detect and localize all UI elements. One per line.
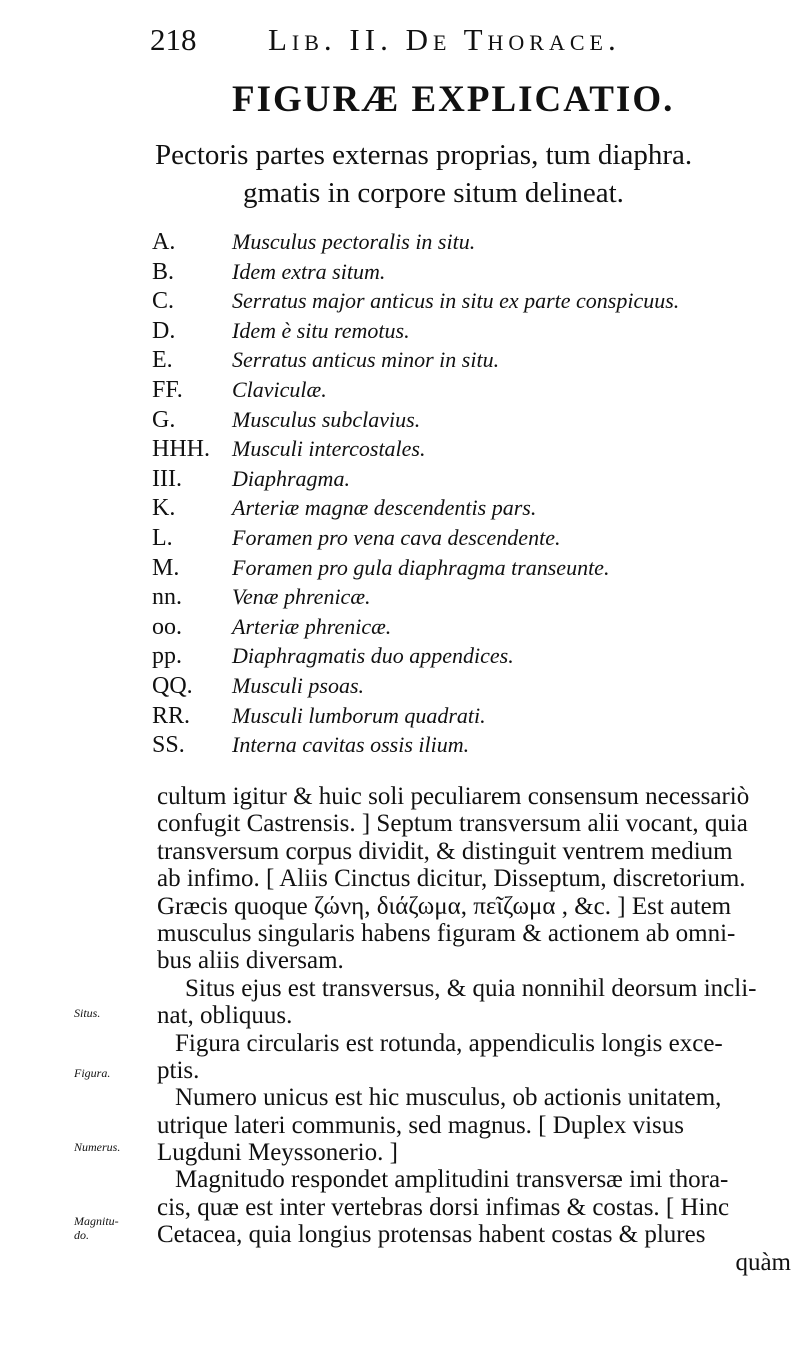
legend-row bbox=[152, 730, 792, 760]
legend-description: Musculi intercostales. bbox=[232, 436, 426, 462]
legend-description: Musculus subclavius. bbox=[232, 406, 421, 432]
legend-row bbox=[152, 316, 792, 346]
legend-letter: L. bbox=[152, 524, 173, 551]
legend-row bbox=[152, 345, 792, 375]
running-header bbox=[150, 22, 690, 66]
legend-letter: oo. bbox=[152, 613, 182, 640]
legend-row bbox=[152, 227, 792, 257]
legend-letter: M. bbox=[152, 554, 180, 581]
legend-description: Musculi psoas. bbox=[232, 672, 364, 698]
text-line: ptis. bbox=[157, 1056, 200, 1084]
legend-description: Serratus anticus minor in situ. bbox=[232, 347, 500, 373]
legend-row bbox=[152, 641, 792, 671]
legend-description: Idem extra situm. bbox=[232, 258, 386, 284]
body-text bbox=[157, 783, 797, 1276]
legend-description: Foramen pro gula diaphragma transeunte. bbox=[232, 554, 610, 580]
legend-row bbox=[152, 257, 792, 287]
legend-letter: FF. bbox=[152, 376, 183, 403]
caption-line-1: Pectoris partes externas proprias, tum diaphra. bbox=[155, 139, 693, 171]
page-number: 218 bbox=[150, 22, 197, 57]
legend-letter: D. bbox=[152, 317, 176, 344]
legend-letter: pp. bbox=[152, 643, 182, 670]
legend-row bbox=[152, 523, 792, 553]
legend-description: Venæ phrenicæ. bbox=[232, 584, 371, 610]
legend-description: Diaphragma. bbox=[232, 465, 350, 491]
figure-caption bbox=[155, 136, 795, 212]
legend-description: Interna cavitas ossis ilium. bbox=[232, 732, 470, 758]
text-line: ab infimo. [ Aliis Cinctus dicitur, Disseptum, discretorium. bbox=[157, 865, 746, 893]
legend-letter: QQ. bbox=[152, 672, 193, 699]
text-line: transversum corpus dividit, & distinguit ventrem medium bbox=[157, 837, 733, 865]
legend-row bbox=[152, 582, 792, 612]
legend-letter: III. bbox=[152, 465, 182, 492]
running-title: Lib. II. De Thorace. bbox=[268, 22, 621, 57]
text-line: Græcis quoque ζώνη, διάζωμα, πεῖζωμα , &c. ] Est autem bbox=[157, 892, 732, 920]
legend-description: Diaphragmatis duo appendices. bbox=[232, 643, 514, 669]
legend-description: Serratus major anticus in situ ex parte conspicuus. bbox=[232, 288, 680, 314]
legend-row bbox=[152, 286, 792, 316]
legend-description: Foramen pro vena cava descendente. bbox=[232, 524, 561, 550]
legend-letter: HHH. bbox=[152, 436, 210, 463]
text-line: Figura circularis est rotunda, appendiculis longis exce- bbox=[175, 1029, 723, 1057]
legend-row bbox=[152, 612, 792, 642]
legend-letter: A. bbox=[152, 229, 176, 255]
legend-row bbox=[152, 464, 792, 494]
margin-note-numerus: Numerus. bbox=[74, 1140, 121, 1154]
legend-row bbox=[152, 405, 792, 435]
text-line: musculus singularis habens figuram & actionem ab omni- bbox=[157, 919, 736, 947]
legend-description: Arteriæ phrenicæ. bbox=[232, 613, 392, 639]
legend-letter: G. bbox=[152, 406, 176, 433]
legend-letter: SS. bbox=[152, 732, 185, 759]
text-line: quàm bbox=[735, 1248, 791, 1276]
text-line: confugit Castrensis. ] Septum transversum alii vocant, quia bbox=[157, 810, 748, 838]
text-line: cis, quæ est inter vertebras dorsi infimas & costas. [ Hinc bbox=[157, 1193, 730, 1221]
legend-description: Claviculæ. bbox=[232, 376, 327, 402]
text-line: Cetacea, quia longius protensas habent costas & plures bbox=[157, 1221, 706, 1249]
legend-description: Arteriæ magnæ descendentis pars. bbox=[232, 495, 537, 521]
legend-row bbox=[152, 553, 792, 583]
margin-note-magnitudo-line2: do. bbox=[74, 1228, 89, 1242]
text-line: nat, obliquus. bbox=[157, 1002, 293, 1030]
margin-note-figura: Figura. bbox=[74, 1066, 111, 1080]
text-line: utrique lateri communis, sed magnus. [ Duplex visus bbox=[157, 1111, 685, 1139]
legend-description: Idem è situ remotus. bbox=[232, 317, 410, 343]
text-line: bus aliis diversam. bbox=[157, 947, 344, 975]
legend-letter: B. bbox=[152, 258, 175, 285]
legend-letter: C. bbox=[152, 288, 175, 315]
legend-row bbox=[152, 434, 792, 464]
margin-note-situs: Situs. bbox=[74, 1006, 101, 1020]
legend-letter: nn. bbox=[152, 584, 182, 611]
legend-row bbox=[152, 671, 792, 701]
legend-letter: K. bbox=[152, 495, 176, 522]
margin-note-magnitudo bbox=[74, 1214, 119, 1242]
text-line: Situs ejus est transversus, & quia nonnihil deorsum incli- bbox=[185, 974, 757, 1002]
caption-line-2: gmatis in corpore situm delineat. bbox=[243, 177, 624, 209]
legend-row bbox=[152, 701, 792, 731]
text-line: Numero unicus est hic musculus, ob actionis unitatem, bbox=[175, 1084, 722, 1112]
legend-row bbox=[152, 493, 792, 523]
figure-legend bbox=[152, 227, 792, 760]
text-line: Magnitudo respondet amplitudini transversæ imi thora- bbox=[175, 1166, 729, 1194]
legend-letter: E. bbox=[152, 347, 173, 374]
legend-letter: RR. bbox=[152, 702, 191, 729]
legend-description: Musculus pectoralis in situ. bbox=[232, 229, 476, 254]
legend-row bbox=[152, 375, 792, 405]
text-line: cultum igitur & huic soli peculiarem consensum necessariò bbox=[157, 783, 750, 810]
legend-description: Musculi lumborum quadrati. bbox=[232, 702, 486, 728]
text-line: Lugduni Meyssonerio. ] bbox=[157, 1139, 398, 1167]
margin-note-magnitudo-line1: Magnitu- bbox=[74, 1214, 119, 1228]
page-title: FIGURÆ EXPLICATIO. bbox=[232, 79, 675, 120]
